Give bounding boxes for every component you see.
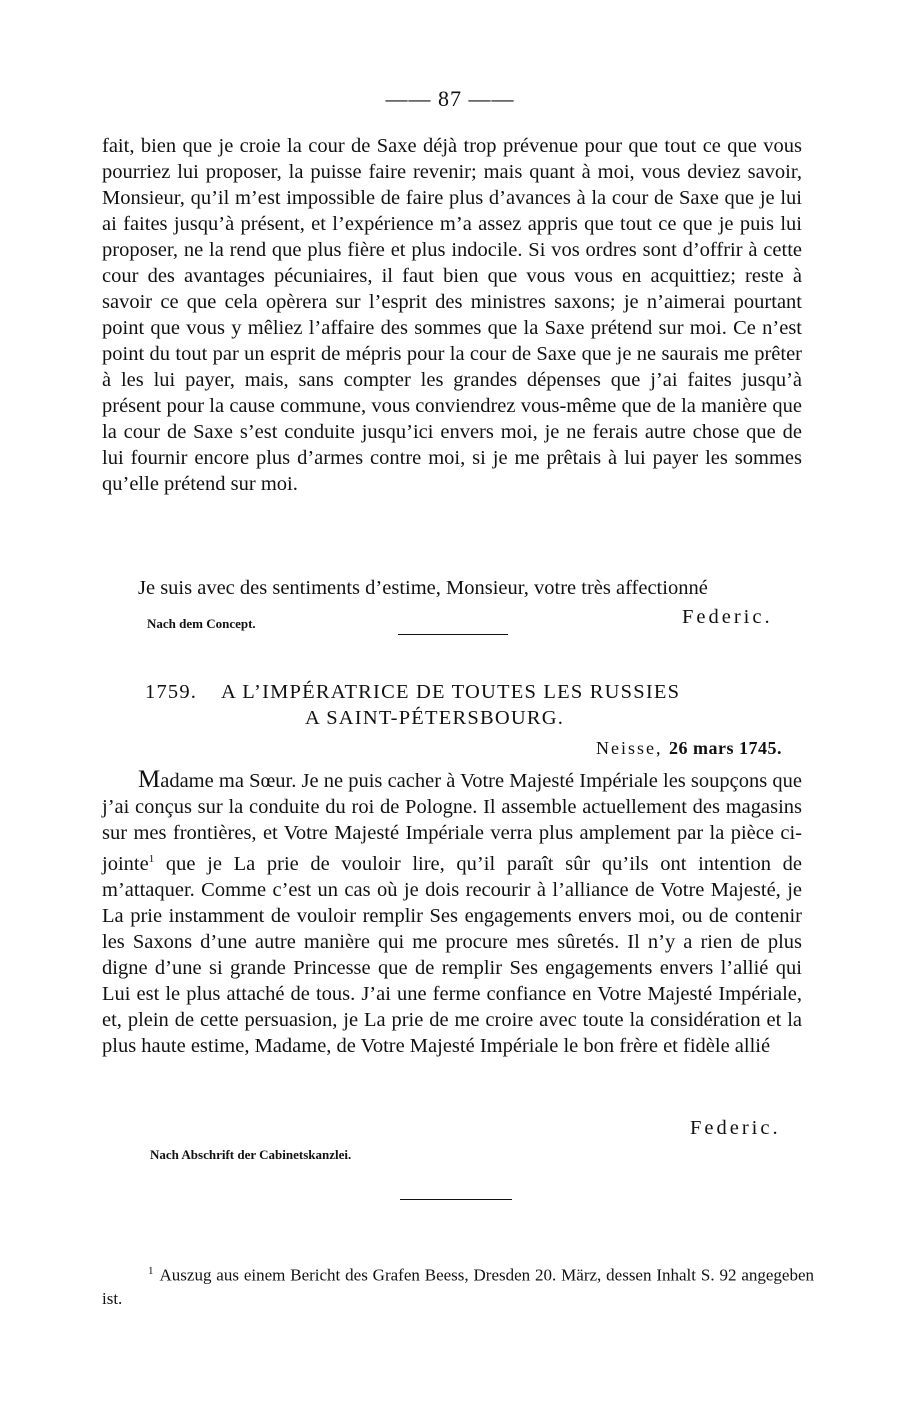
letter1-signature: Federic. (682, 606, 773, 628)
page-number: 87 (438, 86, 462, 111)
letter2-place-date (596, 738, 782, 759)
letter2-source-note: Nach Abschrift der Cabinetskanzlei. (150, 1147, 352, 1162)
footnote (102, 1260, 814, 1310)
footnote-text: Auszug aus einem Bericht des Grafen Beess, Dresden 20. März, dessen Inhalt S. 92 angegeben ist. (102, 1265, 814, 1308)
letter2-title-line1: A L’IMPÉRATRICE DE TOUTES LES RUSSIES (221, 681, 681, 703)
letter1-closing-block (102, 575, 802, 601)
letter-number: 1759. (145, 681, 198, 703)
letter2-place: Neisse, (596, 738, 663, 758)
letter2-date: 26 mars 1745. (669, 738, 782, 758)
letter2-text-part1: adame ma Sœur. Je ne puis cacher à Votre Majesté Impériale les soupçons que j’ai conçus sur la conduite du roi de Pologne. Il assemble actuellement des magasins sur mes frontières, et Votre Majesté Impériale verra plus amplement par la pièce ci-jointe (102, 770, 802, 875)
letter1-source-note: Nach dem Concept. (147, 616, 256, 631)
letter2-initial: M (138, 766, 161, 793)
section-divider (400, 1199, 512, 1200)
letter1-paragraph: fait, bien que je croie la cour de Saxe déjà trop prévenue pour que tout ce que vous pourriez lui proposer, la puisse faire revenir; mais quant à moi, vous deviez savoir, Monsieur, qu’il m’est impossible de faire plus d’avances à la cour de Saxe que je lui ai faites jusqu’à présent, et l’expérience m’a assez appris que tout ce que je puis lui proposer, ne la rend que plus fière et plus indocile. Si vos ordres sont d’offrir à cette cour des avantages pécuniaires, il faut bien que vous vous en acquittiez; reste à savoir ce que cela opèrera sur l’esprit des ministres saxons; je n’aimerai pourtant point que vous y mêliez l’affaire des sommes que la Saxe prétend sur moi. Ce n’est point du tout par un esprit de mépris pour la cour de Saxe que je ne saurais me prêter à les lui payer, mais, sans compter les grandes dépenses que j’ai faites jusqu’à présent pour la cause commune, vous conviendrez vous-même que de la manière que la cour de Saxe s’est conduite jusqu’ici envers moi, je ne ferais autre chose que de lui fournir encore plus d’armes contre moi, si je me prêtais à lui payer les sommes qu’elle prétend sur moi. (102, 135, 802, 495)
letter2-title-line2: A SAINT-PÉTERSBOURG. (305, 707, 565, 729)
letter2-text-part2: que je La prie de vouloir lire, qu’il paraît sûr qu’ils ont intention de m’attaquer. Comme c’est un cas où je dois recourir à l’alliance de Votre Majesté, je La prie instamment de vouloir remplir Ses engagements envers moi, ou de contenir les Saxons d’une autre manière qui me procure mes sûretés. Il n’y a rien de plus digne d’une si grande Princesse que de remplir Ses engagements envers l’allié qui Lui est le plus attaché de tous. J’ai une ferme confiance en Votre Majesté Impériale, et, plein de cette persuasion, je La prie de me croire avec toute la considération et la plus haute estime, Madame, de Votre Majesté Impériale le bon frère et fidèle allié (102, 852, 802, 1057)
letter2-body (102, 767, 802, 1131)
page-header (0, 86, 900, 112)
letter2-signature: Federic. (690, 1117, 781, 1139)
header-dash-right: —— (468, 86, 515, 111)
letter1-divider (398, 634, 508, 635)
letter1-closing: Je suis avec des sentiments d’estime, Monsieur, votre très affectionné (138, 577, 708, 599)
footnote-marker: 1 (148, 1265, 154, 1277)
letter2-paragraph (102, 767, 802, 1059)
letter1-body (102, 133, 802, 575)
header-dash-left: —— (385, 86, 438, 111)
footnote-reference: 1 (148, 853, 155, 865)
letter2-heading (145, 679, 785, 731)
